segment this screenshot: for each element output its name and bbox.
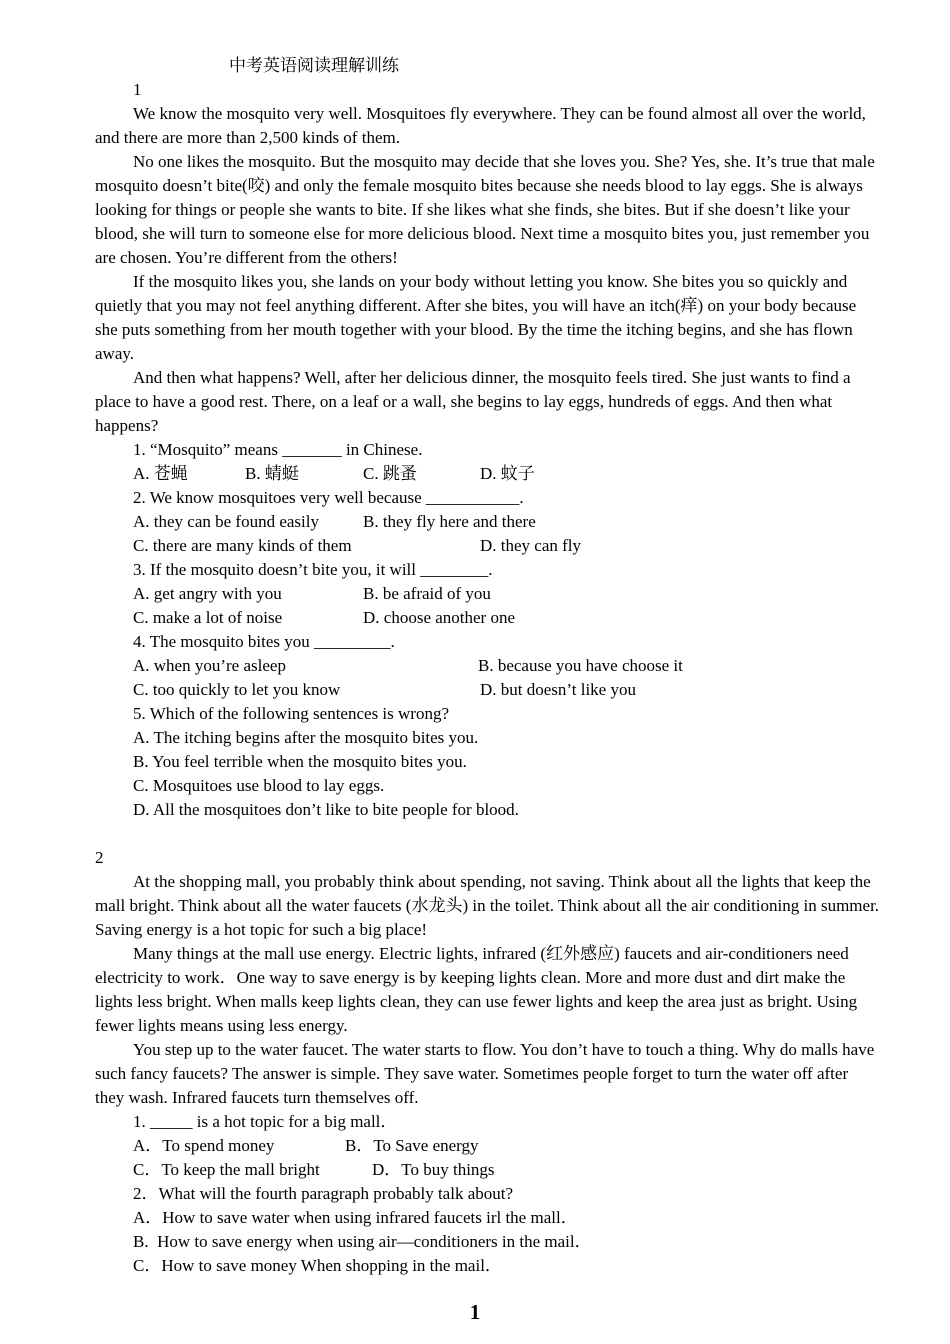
option-a: A. 苍蝇 [133, 464, 188, 483]
question-options [95, 462, 880, 486]
question-options [95, 1134, 880, 1158]
option-b: B. How to save energy when using air—conditioners in the mail． [133, 1232, 592, 1251]
question-options [95, 678, 880, 702]
option-c: C. too quickly to let you know [133, 680, 341, 699]
passage-2-number: 2 [95, 848, 104, 867]
passage-1-paragraph-1: We know the mosquito very well. Mosquitoes fly everywhere. They can be found almost all over the world, and there are more than 2,500 kinds of them. [95, 104, 866, 147]
option-a: A. when you’re asleep [133, 656, 286, 675]
question-options [95, 534, 880, 558]
option-a: A．To spend money [133, 1136, 275, 1155]
passage-1-paragraph-2: No one likes the mosquito. But the mosquito may decide that she loves you. She? Yes, she. It’s true that male mosquito doesn’t bite(咬) and only the female mosquito bites because she needs blood to lay eggs. She is always looking for things or people she wants to bite. If she likes what she finds, she bites. But if she doesn’t like your blood, she will turn to someone else for more delicious blood. Next time a mosquito bites you, just remember you are chosen. You’re different from the others! [95, 152, 875, 267]
document-title: 中考英语阅读理解训练 [229, 56, 399, 75]
document-page [95, 54, 880, 1278]
page-number: 1 [469, 1300, 481, 1324]
question-stem: 1. _____ is a hot topic for a big mall． [133, 1112, 398, 1131]
option-b: B. because you have choose it [478, 656, 683, 675]
option-d: D. they can fly [480, 536, 582, 555]
option-c: C．How to save money When shopping in the mail． [133, 1256, 502, 1275]
spacer [95, 822, 880, 846]
question-options [95, 510, 880, 534]
question-options [95, 1158, 880, 1182]
question-stem: 3. If the mosquito doesn’t bite you, it will ________. [133, 560, 493, 579]
option-d: D. 蚊子 [480, 464, 535, 483]
option-b: B．To Save energy [345, 1136, 479, 1155]
option-b: B. You feel terrible when the mosquito bites you. [133, 752, 467, 771]
question-stem: 4. The mosquito bites you _________. [133, 632, 395, 651]
passage-2-paragraph-1: At the shopping mall, you probably think about spending, not saving. Think about all the lights that keep the mall bright. Think about all the water faucets (水龙头) in the toilet. Think about all the air conditioning in summer. Saving energy is a hot topic for such a big place! [95, 872, 880, 939]
option-b: B. they fly here and there [363, 512, 536, 531]
option-c: C．To keep the mall bright [133, 1160, 320, 1179]
option-a: A. they can be found easily [133, 512, 319, 531]
passage-1-paragraph-3: If the mosquito likes you, she lands on your body without letting you know. She bites you so quickly and quietly that you may not feel anything different. After she bites, you will have an itch(痒) on your body because she puts something from her mouth together with your blood. By the time the itching begins, and she has flown away. [95, 272, 857, 363]
option-c: C. 跳蚤 [363, 464, 417, 483]
option-d: D. choose another one [363, 608, 516, 627]
option-b: B. 蜻蜓 [245, 464, 299, 483]
option-d: D. but doesn’t like you [480, 680, 636, 699]
option-a: A. get angry with you [133, 584, 282, 603]
question-stem: 2．What will the fourth paragraph probably talk about? [133, 1184, 514, 1203]
option-a: A. The itching begins after the mosquito bites you. [133, 728, 479, 747]
option-c: C. there are many kinds of them [133, 536, 352, 555]
question-stem: 5. Which of the following sentences is wrong? [133, 704, 450, 723]
passage-2-paragraph-3: You step up to the water faucet. The water starts to flow. You don’t have to touch a thing. Why do malls have such fancy faucets? The answer is simple. They save water. Sometimes people forget to turn the water off after they wash. Infrared faucets turn themselves off. [95, 1040, 875, 1107]
option-d: D．To buy things [372, 1160, 495, 1179]
question-stem: 1. “Mosquito” means _______ in Chinese. [133, 440, 423, 459]
passage-1-number: 1 [133, 80, 142, 99]
question-options [95, 582, 880, 606]
passage-2-paragraph-2: Many things at the mall use energy. Electric lights, infrared (红外感应) faucets and air-conditioners need electricity to work．One way to save energy is by keeping lights clean. More and more dust and dirt make the lights less bright. When malls keep lights clean, they can use fewer lights and keep the area just as bright. Using fewer lights means using less energy. [95, 944, 858, 1035]
option-b: B. be afraid of you [363, 584, 491, 603]
question-stem: 2. We know mosquitoes very well because ___________. [133, 488, 524, 507]
option-c: C. Mosquitoes use blood to lay eggs. [133, 776, 385, 795]
option-a: A．How to save water when using infrared faucets irl the mall． [133, 1208, 578, 1227]
option-c: C. make a lot of noise [133, 608, 283, 627]
question-options [95, 654, 880, 678]
passage-1-paragraph-4: And then what happens? Well, after her delicious dinner, the mosquito feels tired. She just wants to find a place to have a good rest. There, on a leaf or a wall, she begins to lay eggs, hundreds of eggs. And then what happens? [95, 368, 851, 435]
option-d: D. All the mosquitoes don’t like to bite people for blood. [133, 800, 519, 819]
question-options [95, 606, 880, 630]
